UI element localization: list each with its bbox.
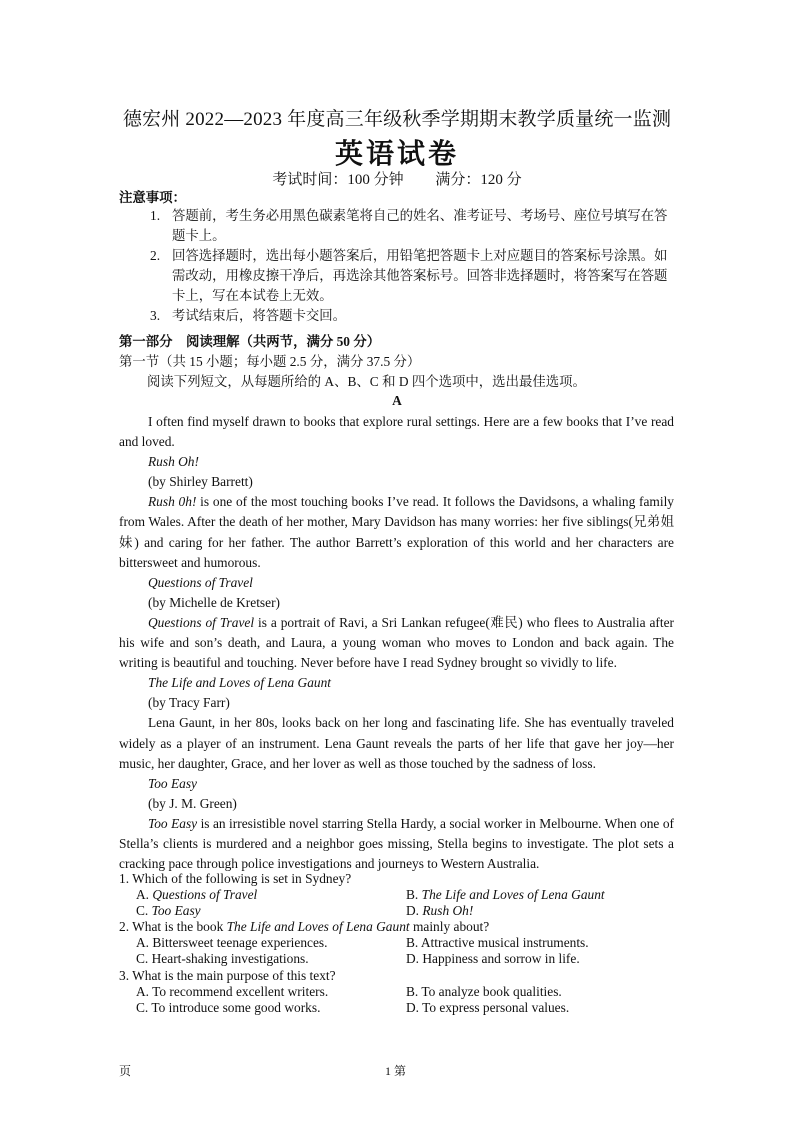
subject-title: 英语试卷: [334, 139, 459, 170]
option-text: Too Easy: [151, 903, 201, 919]
option-text: To introduce some good works.: [151, 999, 321, 1015]
book-lead: Too Easy: [148, 815, 198, 831]
instruction: 阅读下列短文，从每题所给的 A、B、C 和 D 四个选项中，选出最佳选项。: [147, 374, 586, 389]
option-d[interactable]: [406, 1000, 676, 1016]
stem-text: 2. What is the book: [119, 919, 227, 935]
option-letter: A.: [136, 887, 153, 903]
footer-page-number: 1 第: [385, 1064, 407, 1078]
question-stem: 3. What is the main purpose of this text?: [119, 967, 336, 983]
option-c[interactable]: [136, 903, 406, 919]
book-desc-text: is one of the most touching books I’ve read. It follows the Davidsons, a whaling family from Wales. After the death of her mother, Mary Davidson has many worries: her five siblings(兄弟姐妹) and caring for her father. The author Barrett’s exploration of this world and her characters are bittersweet and humorous.: [119, 494, 674, 570]
book-author: (by Shirley Barrett): [148, 474, 253, 490]
book-desc-text: is an irresistible novel starring Stella Hardy, a social worker in Melbourne. When one of Stella’s clients is murdered and a neighbor goes missing, Stella begins to investigate. The plot sets a cracking pace through police investigations and journeys to Western Australia.: [119, 815, 674, 872]
option-letter: D.: [406, 903, 423, 919]
book-lead: Rush 0h!: [148, 494, 197, 510]
part-heading: 第一部分 阅读理解（共两节，满分 50 分）: [119, 334, 381, 349]
exam-title: 德宏州 2022—2023 年度高三年级秋季学期期末教学质量统一监测: [122, 109, 672, 130]
stem-text: mainly about?: [409, 919, 490, 935]
book-title: Rush Oh!: [148, 454, 199, 470]
notice-number: 1.: [150, 208, 161, 223]
option-letter: C.: [136, 903, 152, 919]
option-letter: B.: [406, 983, 422, 999]
notice-text: 回答选择题时，选出每小题答案后，用铅笔把答题卡上对应题目的答案标号涂黑。如需改动，用橡皮擦干净后，再选涂其他答案标号。回答非选择题时，将答案写在答题卡上，写在本试卷上无效。: [172, 248, 668, 303]
option-letter: A.: [136, 935, 153, 951]
option-text: To analyze book qualities.: [421, 983, 562, 999]
option-row: [119, 935, 679, 951]
stem-book-title: The Life and Loves of Lena Gaunt: [226, 919, 410, 935]
notice-text: 考试结束后，将答题卡交回。: [172, 308, 347, 323]
option-row: [119, 984, 679, 1000]
option-c[interactable]: [136, 1000, 406, 1016]
option-text: Heart-shaking investigations.: [151, 951, 309, 967]
book-description: [119, 492, 674, 572]
option-letter: C.: [136, 999, 152, 1015]
notice-heading: 注意事项：: [119, 190, 186, 205]
book-description: [119, 713, 674, 773]
book-title: The Life and Loves of Lena Gaunt: [148, 675, 332, 691]
book-lead: Questions of Travel: [148, 614, 255, 630]
option-letter: A.: [136, 983, 153, 999]
passage-body: [119, 412, 674, 874]
option-b[interactable]: [406, 887, 676, 903]
option-text: Questions of Travel: [152, 887, 258, 903]
notice-list: [150, 206, 680, 326]
option-a[interactable]: [136, 887, 406, 903]
option-a[interactable]: [136, 935, 406, 951]
question-stem: [119, 919, 679, 935]
option-letter: B.: [406, 935, 421, 951]
option-text: The Life and Loves of Lena Gaunt: [421, 887, 605, 903]
exam-score: 满分：120 分: [435, 172, 522, 188]
option-b[interactable]: [406, 984, 676, 1000]
notice-item: [150, 206, 680, 246]
book-author: (by J. M. Green): [148, 795, 237, 811]
option-text: To express personal values.: [422, 999, 570, 1015]
option-row: [119, 903, 679, 919]
option-letter: D.: [406, 951, 423, 967]
option-b[interactable]: [406, 935, 676, 951]
book-title: Questions of Travel: [148, 574, 253, 590]
exam-info: [0, 168, 794, 189]
notice-number: 3.: [150, 308, 161, 323]
option-text: Attractive musical instruments.: [420, 935, 589, 951]
book-desc-text: Lena Gaunt, in her 80s, looks back on her long and fascinating life. She has eventually traveled widely as a player of an instrument. Lena Gaunt reveals the parts of her life that gave her joy—her music, her daughter, Grace, and her lover as well as those touched by the sadness of loss.: [119, 715, 674, 771]
option-letter: C.: [136, 951, 152, 967]
notice-item: [150, 306, 680, 326]
option-d[interactable]: [406, 903, 676, 919]
notice-text: 答题前，考生务必用黑色碳素笔将自己的姓名、准考证号、考场号、座位号填写在答题卡上。: [172, 208, 668, 243]
option-text: To recommend excellent writers.: [152, 983, 329, 999]
option-row: [119, 1000, 679, 1016]
book-desc-text: is a portrait of Ravi, a Sri Lankan refugee(难民) who flees to Australia after his wife and son’s death, and Laura, a young woman who moves to London and back again. The writing is beautiful and touching. Never before have I read Sydney brought so vividly to life.: [119, 614, 674, 671]
notice-number: 2.: [150, 248, 161, 263]
exam-time: 考试时间：100 分钟: [272, 172, 404, 188]
option-text: Happiness and sorrow in life.: [422, 951, 580, 967]
book-author: (by Tracy Farr): [148, 695, 230, 711]
option-letter: D.: [406, 999, 423, 1015]
question-stem: 1. Which of the following is set in Sydney?: [119, 871, 352, 886]
option-row: [119, 951, 679, 967]
option-a[interactable]: [136, 984, 406, 1000]
book-description: [119, 814, 674, 874]
footer-page-label: 页: [119, 1064, 132, 1078]
option-text: Bittersweet teenage experiences.: [152, 935, 328, 951]
option-text: Rush Oh!: [422, 903, 474, 919]
book-author: (by Michelle de Kretser): [148, 594, 280, 610]
section-heading: 第一节（共 15 小题；每小题 2.5 分，满分 37.5 分）: [119, 354, 421, 369]
book-description: [119, 613, 674, 673]
option-letter: B.: [406, 887, 422, 903]
option-c[interactable]: [136, 951, 406, 967]
notice-item: [150, 246, 680, 306]
book-title: Too Easy: [148, 775, 197, 791]
passage-label: A: [392, 393, 402, 408]
question-list: [119, 871, 679, 1016]
passage-intro: I often find myself drawn to books that explore rural settings. Here are a few books that I’ve read and loved.: [119, 414, 674, 450]
option-row: [119, 887, 679, 903]
option-d[interactable]: [406, 951, 676, 967]
